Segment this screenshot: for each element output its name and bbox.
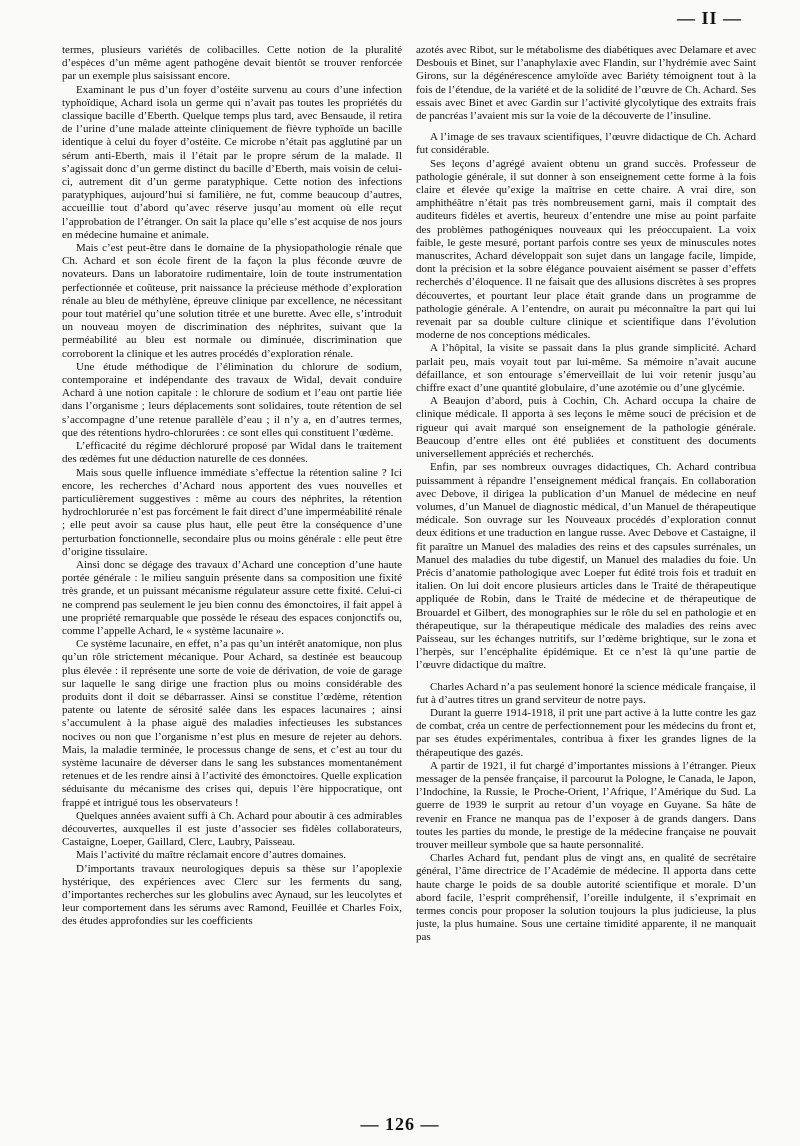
paragraph: Ses leçons d’agrégé avaient obtenu un grand succès. Professeur de pathologie générale, il sut donner à son enseignement cette forme à la fois claire et élevée qu’exige la maîtrise en cette chaire. A vrai dire, son amphithéâtre n’était pas très nombreusement garni, mais il comptait des auditeurs fidèles et avertis, heureux d’entendre une mise au point parfaite des problèmes pathogéniques nouveaux qui les préoccupaient. La voix faible, le geste mesuré, portant parfois contre ses yeux de minuscules notes manuscrites, Achard développait son sujet dans un langage facile, limpide, dont la précision et la sobre élégance pouvaient aisément se passer d’effets recherchés d’éloquence. Il ne faisait que des allusions discrètes à ses propres découvertes, et pourtant leur place était grande dans un programme de pathologie générale. A l’entendre, on aurait pu méconnaître la part qui lui revenait par sa double culture clinique et scientifique dans l’évolution moderne de nos conceptions médicales.	[416, 157, 756, 342]
paragraph: A partir de 1921, il fut chargé d’importantes missions à l’étranger. Pieux messager de la pensée française, il parcourut la Pologne, le Canada, le Japon, l’Indochine, la Russie, le Proche-Orient, l’Afrique, l’Amérique du Sud. La guerre de 1939 le surprit au retour d’un voyage en Guyane. Sa hâte de revenir en France ne manqua pas de l’exposer à de grands dangers. Dans toutes les parties du monde, le prestige de la médecine française ne pouvait trouver meilleur symbole que sa haute personnalité.	[416, 759, 756, 851]
paragraph: Durant la guerre 1914-1918, il prit une part active à la lutte contre les gaz de combat, créa un centre de perfectionnement pour les médecins du front et, par ses études expérimentales, contribua à fixer les grandes lignes de la thérapeutique des gazés.	[416, 706, 756, 759]
paragraph: D’importants travaux neurologiques depuis sa thèse sur l’apoplexie hystérique, des expériences avec Clerc sur les ferments du sang, d’importantes recherches sur les globulins avec Aynaud, sur les leucolytes et leur comportement dans les sérums avec Ramond, Feuillée et Charles Foix, des études approfondies sur les coefficients	[62, 862, 402, 928]
paragraph: Charles Achard n’a pas seulement honoré la science médicale française, il fut à d’autres titres un grand serviteur de notre pays.	[416, 680, 756, 706]
paragraph: Charles Achard fut, pendant plus de vingt ans, en qualité de secrétaire général, l’âme directrice de l’Académie de médecine. Il apporta dans cette haute charge le poids de sa double autorité scientifique et morale. D’un abord facile, l’esprit compréhensif, l’oreille indulgente, il s’exprimait en termes concis pour proposer la solution toujours la plus judicieuse, la plus juste, la plus humaine. Sous une certaine timidité apparente, il ne manquait pas	[416, 852, 756, 944]
paragraph: L’efficacité du régime déchloruré proposé par Widal dans le traitement des œdèmes fut une déduction naturelle de ces données.	[62, 440, 402, 466]
paragraph: Ce système lacunaire, en effet, n’a pas qu’un intérêt anatomique, non plus qu’un rôle strictement mécanique. Pour Achard, sa destinée est beaucoup plus élevée : il représente une sorte de voie de dérivation, de voie de garage sur laquelle le sang dirige une fraction plus ou moins considérable des produits dont il doit se débarrasser. Ainsi se constitue l’œdème, rétention patente ou latente de sérosité salée dans les espaces lacunaires ; ainsi s’accumulent à la phase aiguë des maladies infectieuses les substances nocives ou non que l’organisme n’est plus en mesure de rejeter au dehors. Mais, la maladie terminée, le processus change de sens, et c’est au tour du système lacunaire de déverser dans le sang les substances momentanément retenues et de les rendre ainsi à l’activité des émonctoires. Quelle explication séduisante du mécanisme des crises qui, depuis l’ère hippocratique, ont frappé et intrigué tous les observateurs !	[62, 638, 402, 809]
paragraph: Mais l’activité du maître réclamait encore d’autres domaines.	[76, 849, 346, 862]
paragraph: A Beaujon d’abord, puis à Cochin, Ch. Achard occupa la chaire de clinique médicale. Il apporta à ses leçons le même souci de précision et de rigueur qui avait marqué son enseignement de la pathologie générale. Beaucoup d’entre elles ont été publiées et constituent des documents universellement appréciés et recherchés.	[416, 395, 756, 461]
paragraph: Examinant le pus d’un foyer d’ostéite survenu au cours d’une infection typhoïdique, Achard isola un germe qui n’avait pas toutes les propriétés du classique bacille d’Eberth. Quelque temps plus tard, avec Bensaude, il retira de l’urine d’une malade atteinte cliniquement de fièvre typhoïde un bacille identique à celui du foyer d’ostéite. Ce microbe n’était pas agglutiné par un sérum anti-Eberth, mais il l’était par le propre sérum de la malade. Il s’agissait donc d’un germe distinct du bacille d’Eberth, mais voisin de celui-ci, autrement dit d’un germe paratyphique. Cette notion des infections paratyphiques, aujourd’hui si familière, ne fut, comme beaucoup d’autres, accueillie tout d’abord qu’avec réserve jusqu’au moment où elle reçut l’approbation de l’étranger. On sait la place qu’elle s’est acquise de nos jours en médecine humaine et animale.	[62, 83, 402, 241]
paragraph: Mais c’est peut-être dans le domaine de la physiopathologie rénale que Ch. Achard et son école firent de la façon la plus féconde œuvre de novateurs. Dans un laboratoire rudimentaire, loin de toute instrumentation perfectionnée et coûteuse, prit naissance la précieuse méthode d’exploration rénale au bleu de méthylène, épreuve clinique par excellence, ne nécessitant pour tout matériel qu’une solution titrée et une burette. Avec elle, s’introduit un nouveau moyen de discrimination des néphrites, suivant que la perméabilité au bleu est normale ou diminuée, discrimination que corroborent la clinique et les autres procédés d’exploration rénale.	[62, 242, 402, 360]
left-column	[62, 44, 402, 1110]
paragraph: Quelques années avaient suffi à Ch. Achard pour aboutir à ces admirables découvertes, auxquelles il est juste d’associer ses fidèles collaborateurs, Castaigne, Loeper, Gaillard, Clerc, Laubry, Paisseau.	[62, 809, 402, 849]
page-header-roman-numeral: — II —	[676, 8, 742, 28]
paragraph: A l’hôpital, la visite se passait dans la plus grande simplicité. Achard parlait peu, mais voyait tout par lui-même. Sa mémoire n’avait aucune défaillance, et son entourage s’émerveillait de lui voir retenir jusqu’au chiffre exact d’une quantité globulaire, d’une azotémie ou d’une glycémie.	[416, 342, 756, 395]
right-column	[416, 44, 756, 1110]
paragraph: Une étude méthodique de l’élimination du chlorure de sodium, contemporaine et indépendante des travaux de Widal, devait conduire Achard à une notion capitale : le chlorure de sodium et l’eau ont partie liée dans l’organisme ; leurs déplacements sont solidaires, toute rétention de sel s’accompagne d’une retenue parallèle d’eau ; il n’y a, en d’autres termes, que des rétentions hydro-chlorurées : ce sont elles qui constituent l’œdème.	[62, 360, 402, 439]
page-number: — 126 —	[360, 1114, 440, 1134]
paragraph: Enfin, par ses nombreux ouvrages didactiques, Ch. Achard contribua puissamment à répandre l’enseignement médical français. En collaboration avec Debove, il dirigea la publication d’un Manuel de médecine en neuf volumes, d’un Manuel de diagnostic médical, d’un Manuel de thérapeutique médicale. Son ouvrage sur les Nouveaux procédés d’exploration connut deux éditions et une traduction en langue russe. Avec Debove et Castaigne, il fit paraître un Manuel des maladies des reins et des capsules surrénales, un Manuel des maladies du tube digestif, un Manuel des maladies du foie. Un Précis d’anatomie pathologique avec Loeper fut édité trois fois et traduit en italien. On lui doit encore plusieurs articles dans le Traité de thérapeutique appliquée de Robin, dans le Traité de médecine et de thérapeutique de Brouardel et Gilbert, des monographies sur le rôle du sel en pathologie et en thérapeutique, sur la thérapeutique médicale des maladies des reins avec Paisseau, sur les échanges nutritifs, sur l’œdème brightique, sur le zona et l’herpès, sur l’encéphalite épidémique. Et ce n’est là qu’une partie de l’œuvre didactique du maître.	[416, 461, 756, 672]
paragraph: termes, plusieurs variétés de colibacilles. Cette notion de la pluralité d’espèces d’un même agent pathogène devait bientôt se trouver renforcée par un exemple plus saisissant encore.	[62, 44, 402, 83]
paragraph: Ainsi donc se dégage des travaux d’Achard une conception d’une haute portée générale : le milieu sanguin présente dans sa composition une fixité très grande, et un puissant mécanisme régulateur assure cette fixité. Celui-ci ne comprend pas seulement le jeu bien connu des émonctoires, il fait appel à une propriété remarquable que possède le réseau des espaces conjonctifs ou, comme l’appelle Achard, le « système lacunaire ».	[62, 558, 402, 637]
paragraph: Mais sous quelle influence immédiate s’effectue la rétention saline ? Ici encore, les recherches d’Achard nous apportent des vues nouvelles et particulièrement suggestives : même au cours des néphrites, la rétention hydrochlorurée n’est pas forcément le fait direct d’une imperméabilité rénale ; elle peut avoir sa cause plus haut, elle peut être la conséquence d’une perturbation fonctionnelle, secondaire plus ou moins générale : elle peut être d’origine tissulaire.	[62, 466, 402, 558]
paragraph: azotés avec Ribot, sur le métabolisme des diabétiques avec Delamare et avec Desbouis et Binet, sur l’anaphylaxie avec Flandin, sur l’hydrémie avec Saint Girons, sur la dégénérescence amyloïde avec Bariéty témoignent tout à la fois de l’étendue, de la variété et de la solidité de l’œuvre de Ch. Achard. Ses essais avec Binet et avec Gardin sur l’activité glycolytique des extraits frais de pancréas l’avaient mis sur la voie de la découverte de l’insuline.	[416, 44, 756, 123]
paragraph: A l’image de ses travaux scientifiques, l’œuvre didactique de Ch. Achard fut considérable.	[416, 131, 756, 157]
